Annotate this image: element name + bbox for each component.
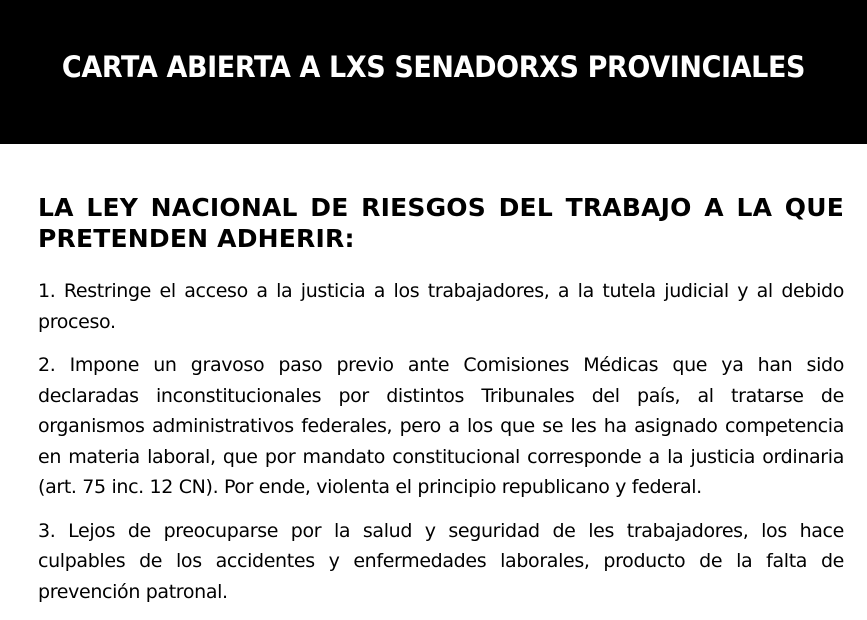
paragraph-1: 1. Restringe el acceso a la justicia a los trabajadores, a la tutela judicial y al debido proceso.	[38, 280, 844, 333]
paragraph-3: 3. Lejos de preocuparse por la salud y seguridad de les trabajadores, los hace culpables de los accidentes y enfermedades laborales, producto de la falta de prevención patronal.	[38, 519, 844, 603]
section-heading: LA LEY NACIONAL DE RIESGOS DEL TRABAJO A LA QUE PRETENDEN ADHERIR:	[38, 193, 844, 253]
page-title: CARTA ABIERTA A LXS SENADORXS PROVINCIALES	[61, 50, 806, 84]
title-banner	[0, 0, 867, 144]
letter-body	[38, 192, 844, 620]
paragraph-2: 2. Impone un gravoso paso previo ante Comisiones Médicas que ya han sido declaradas inconstitucionales por distintos Tribunales del país, al tratarse de organismos administrativos federales, pero a los que se les ha asignado competencia en materia laboral, que por mandato constitucional corresponde a la justicia ordinaria (art. 75 inc. 12 CN). Por ende, violenta el principio republicano y federal.	[38, 354, 844, 498]
